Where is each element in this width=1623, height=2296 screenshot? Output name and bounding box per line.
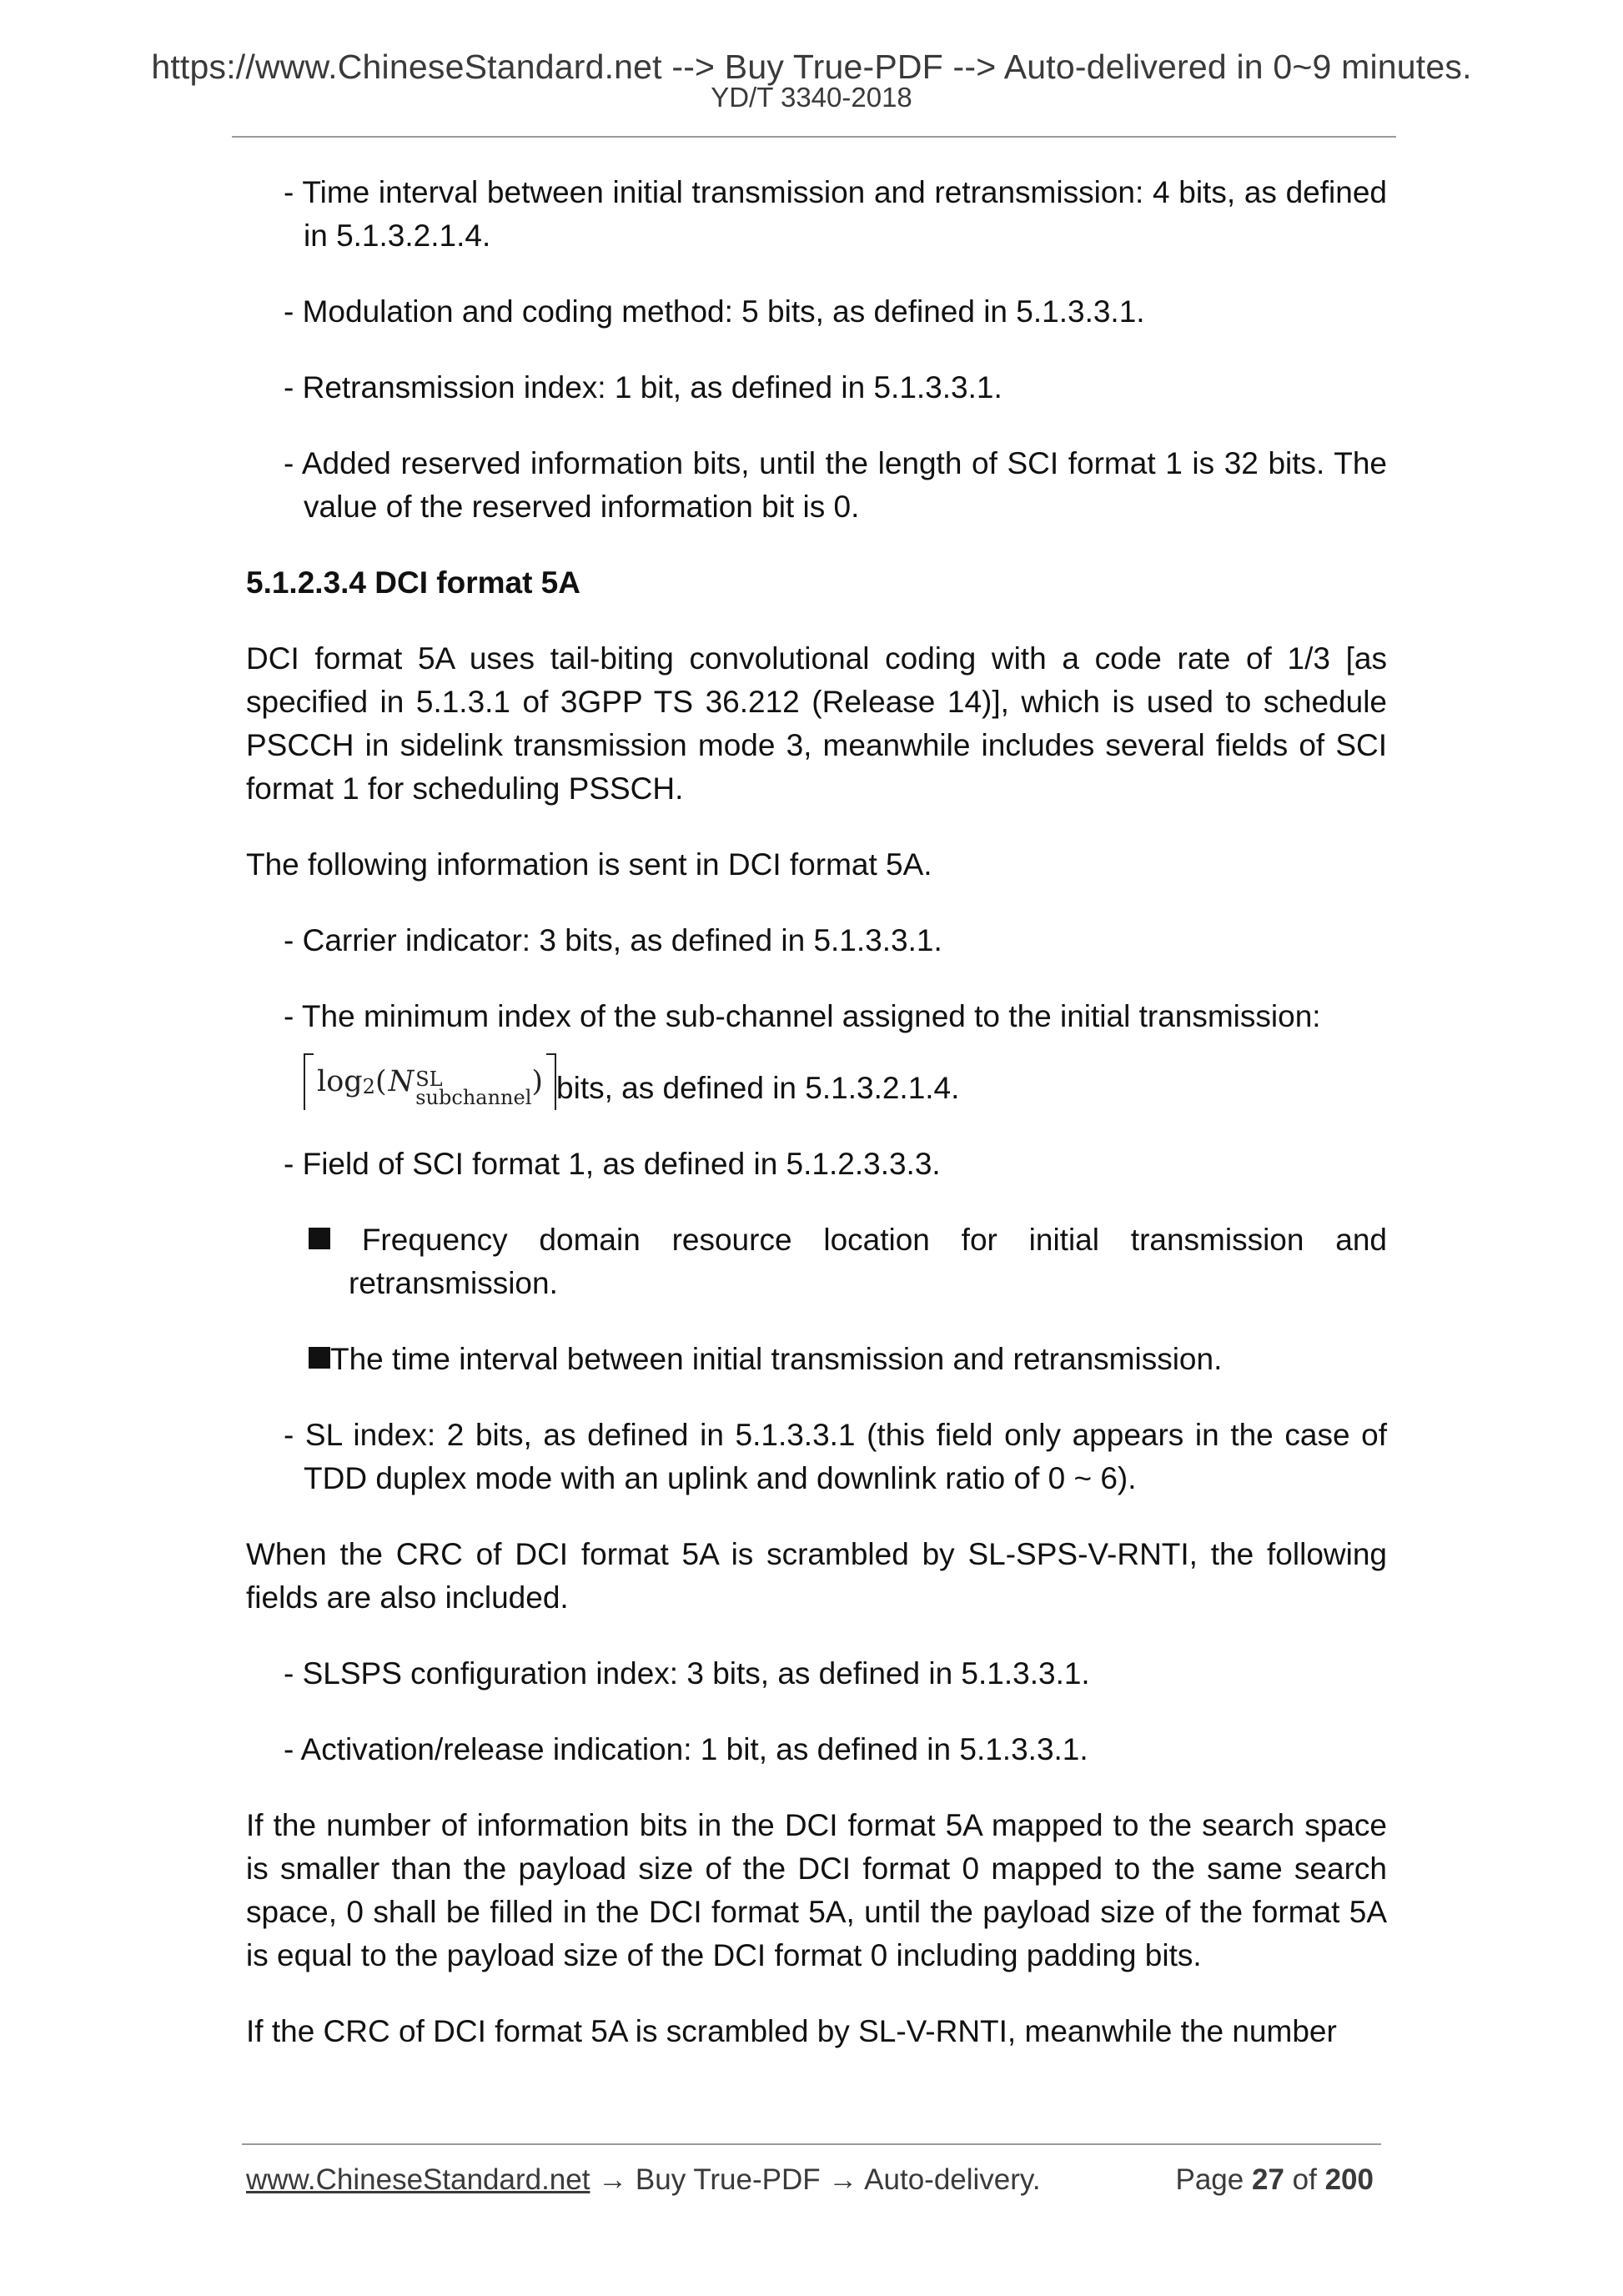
sub-list-item-text: The time interval between initial transmission and retransmission. [330,1342,1223,1376]
footer-site-link[interactable]: www.ChineseStandard.net [246,2163,590,2196]
square-bullet-icon [309,1228,330,1249]
ceiling-log-formula [304,1053,556,1110]
paragraph: If the CRC of DCI format 5A is scrambled by SL-V-RNTI, meanwhile the number [246,2014,1337,2048]
sub-list-item [309,1338,1387,1381]
footer-divider [242,2143,1381,2145]
formula-open-paren: ( [374,1065,387,1098]
page-current: 27 [1251,2163,1284,2196]
page-of-label: of [1292,2163,1317,2196]
page-content [246,171,1387,2086]
list-item: - Activation/release indication: 1 bit, as defined in 5.1.3.3.1. [284,1732,1088,1766]
formula-log: log [317,1065,363,1098]
page-label: Page [1175,2163,1244,2196]
page-total: 200 [1324,2163,1374,2196]
formula-log-base: 2 [362,1075,375,1098]
list-item: - Retransmission index: 1 bit, as defined in 5.1.3.3.1. [284,370,1002,404]
formula-superscript: SL [415,1068,443,1091]
list-item: - Added reserved information bits, until the length of SCI format 1 is 32 bits. The value of the reserved information bit is 0. [284,446,1387,524]
list-item: - Carrier indicator: 3 bits, as defined in 5.1.3.3.1. [284,923,942,957]
formula-tail-text: bits, as defined in 5.1.3.2.1.4. [556,1071,960,1105]
top-banner[interactable]: https://www.ChineseStandard.net --> Buy True-PDF --> Auto-delivered in 0~9 minutes. [151,48,1472,86]
square-bullet-icon [309,1347,330,1369]
footer [246,2162,1380,2198]
paragraph: When the CRC of DCI format 5A is scrambled by SL-SPS-V-RNTI, the following fields are also included. [246,1537,1387,1615]
formula-body [314,1053,546,1110]
formula-symbol: N [388,1065,415,1098]
formula-line [304,1038,1387,1110]
section-heading: 5.1.2.3.4 DCI format 5A [246,565,580,600]
formula-subscript: subchannel [415,1086,532,1109]
list-item: - The minimum index of the sub-channel assigned to the initial transmission: [284,999,1321,1033]
paragraph: DCI format 5A uses tail-biting convolutional coding with a code rate of 1/3 [as specified in 5.1.3.1 of 3GPP TS 36.212 (Release 14)], which is used to schedule PSCCH in sidelink transmission mode 3, meanwhile includes several fields of SCI format 1 for scheduling PSSCH. [246,641,1387,806]
footer-text: → Buy True-PDF → Auto-delivery. [590,2163,1041,2196]
ceiling-right-bracket [546,1053,556,1110]
list-item: - SL index: 2 bits, as defined in 5.1.3.3.1 (this field only appears in the case of TDD duplex mode with an uplink and downlink ratio of 0 ~ 6). [284,1418,1387,1495]
paragraph: The following information is sent in DCI format 5A. [246,847,932,882]
formula-sup-sub [415,1070,531,1107]
sub-list-item-text: Frequency domain resource location for initial transmission and retransmission. [349,1223,1387,1300]
list-item: - Field of SCI format 1, as defined in 5.1.2.3.3.3. [284,1147,941,1181]
paragraph: If the number of information bits in the DCI format 5A mapped to the search space is smaller than the payload size of the DCI format 0 mapped to the same search space, 0 shall be filled in the DCI format 5A, until the payload size of the format 5A is equal to the payload size of the DCI format 0 including padding bits. [246,1808,1387,1972]
list-item: - Time interval between initial transmission and retransmission: 4 bits, as defined in 5.1.3.2.1.4. [284,175,1387,253]
document-id: YD/T 3340-2018 [711,82,912,113]
list-item: - SLSPS configuration index: 3 bits, as defined in 5.1.3.3.1. [284,1656,1090,1691]
page-number [1176,2162,1374,2198]
sub-list-item [309,1218,1387,1305]
header-divider [232,136,1396,138]
formula-close-paren: ) [531,1065,544,1098]
ceiling-left-bracket [304,1053,314,1110]
list-item: - Modulation and coding method: 5 bits, as defined in 5.1.3.3.1. [284,294,1145,329]
